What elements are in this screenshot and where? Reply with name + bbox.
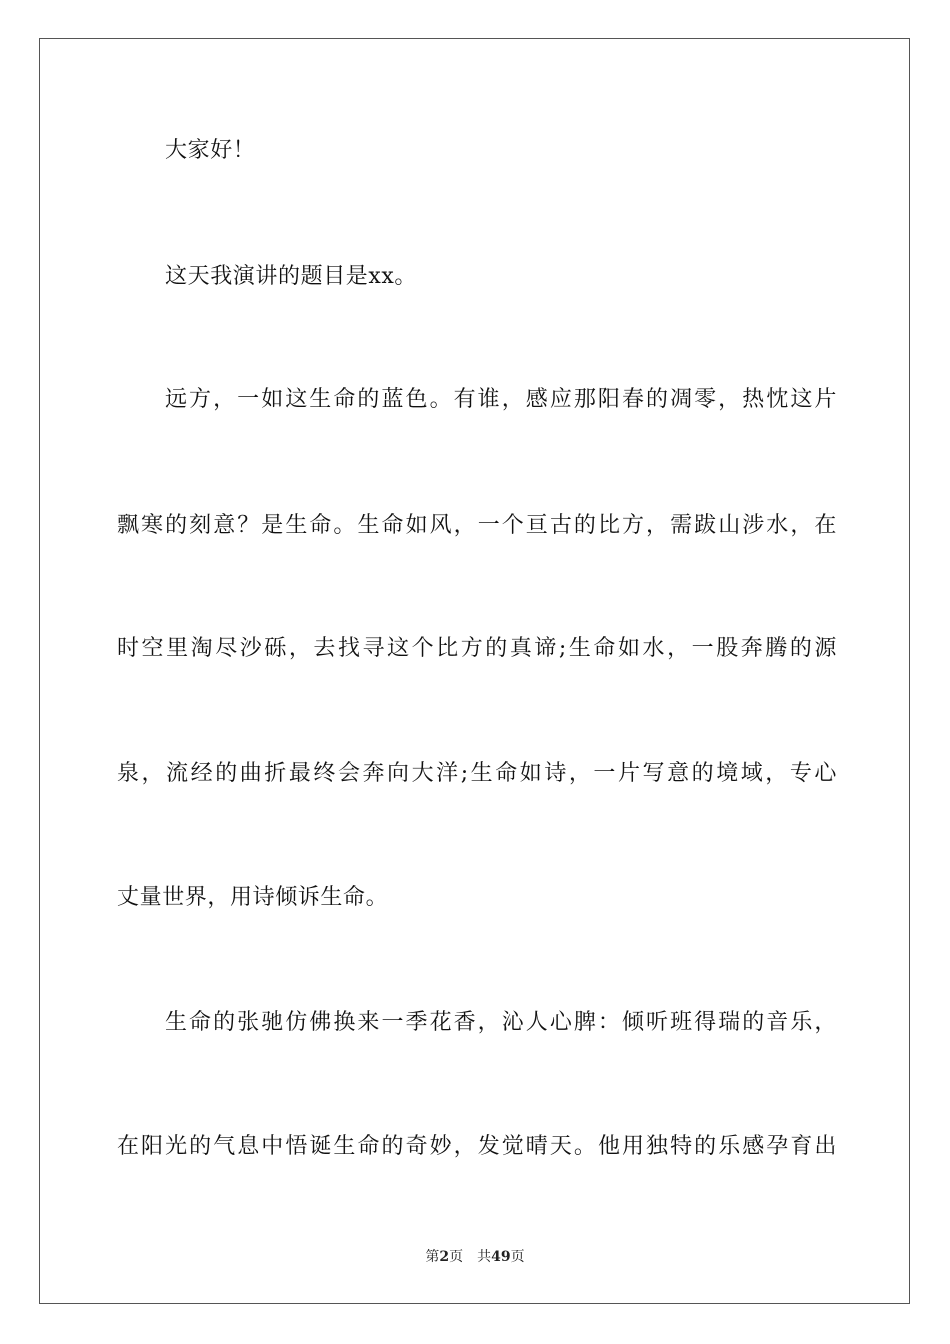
- total-pages: 49: [491, 1249, 511, 1265]
- paragraph-line: 在阳光的气息中悟诞生命的奇妙，发觉晴天。他用独特的乐感孕育出: [117, 1134, 837, 1159]
- page-suffix: 页: [449, 1249, 464, 1265]
- page-footer: [0, 1248, 950, 1266]
- paragraph-line: 丈量世界，用诗倾诉生命。: [117, 885, 389, 910]
- total-prefix: 共: [477, 1249, 492, 1265]
- page-border: [39, 38, 910, 1304]
- paragraph-line: 远方，一如这生命的蓝色。有谁，感应那阳春的凋零，热忱这片: [165, 387, 837, 412]
- page-prefix: 第: [425, 1249, 440, 1265]
- topic-line: 这天我演讲的题目是xx。: [165, 264, 418, 289]
- greeting-line: 大家好！: [165, 138, 256, 163]
- paragraph-line: 泉，流经的曲折最终会奔向大洋;生命如诗，一片写意的境域，专心: [117, 761, 837, 786]
- paragraph-line: 时空里淘尽沙砾，去找寻这个比方的真谛;生命如水，一股奔腾的源: [117, 636, 837, 661]
- page-number: 2: [439, 1249, 450, 1265]
- paragraph-line: 飘寒的刻意？是生命。生命如风，一个亘古的比方，需跋山涉水，在: [117, 513, 837, 538]
- paragraph-line: 生命的张驰仿佛换来一季花香，沁人心脾：倾听班得瑞的音乐，: [165, 1010, 837, 1035]
- total-suffix: 页: [510, 1249, 525, 1265]
